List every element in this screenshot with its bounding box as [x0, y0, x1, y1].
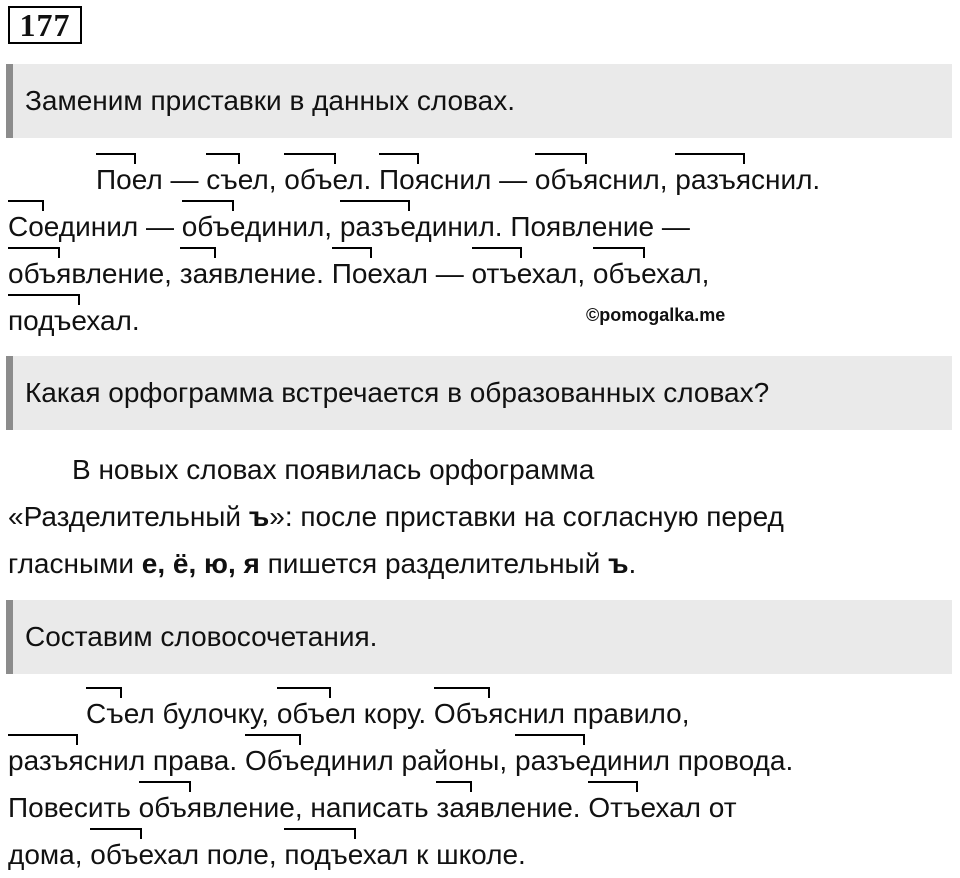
text: кору. — [355, 698, 434, 729]
text: к школе. — [408, 839, 526, 870]
hard-sign: ъ — [248, 501, 270, 532]
text: , — [659, 164, 676, 195]
text: — — [138, 211, 182, 242]
word-prefix-raz: разъединил — [340, 203, 495, 250]
text: . — [316, 258, 332, 289]
text: , — [577, 258, 593, 289]
word-prefix-ot: отъехал — [472, 250, 578, 297]
paragraph-spelling-rule — [8, 446, 954, 587]
text: дома, — [8, 839, 91, 870]
text: районы, — [393, 745, 515, 776]
text: от — [701, 792, 737, 823]
text: . — [628, 548, 637, 579]
text: , — [164, 258, 180, 289]
word-prefix-po: Поехал — [332, 250, 428, 297]
word-prefix-za: заявление — [180, 250, 316, 297]
paragraph-phrases — [8, 690, 954, 878]
word-prefix-raz: разъяснил — [8, 737, 145, 784]
text: , — [268, 164, 285, 195]
text: — — [427, 258, 472, 289]
word-prefix-pod: подъехал — [8, 297, 132, 344]
word-prefix-ob: объел — [277, 690, 356, 737]
word-prefix-za: заявление — [436, 784, 572, 831]
paragraph-line — [8, 784, 954, 831]
paragraph-line — [8, 493, 954, 540]
text: , — [701, 258, 710, 289]
text: гласными — [8, 548, 142, 579]
hard-sign: ъ — [608, 548, 629, 579]
text: — — [162, 164, 207, 195]
text: Повесить — [8, 792, 139, 823]
word-prefix-po: Пояснил — [379, 156, 491, 203]
word-prefix-ob: объединил — [182, 203, 325, 250]
word-prefix-ob: объяснил — [535, 156, 660, 203]
paragraph-line — [8, 297, 954, 344]
text: провода. — [669, 745, 794, 776]
section-heading-spelling-rule-question: Какая орфограмма встречается в образованных словах? — [6, 356, 952, 430]
paragraph-line — [8, 737, 954, 784]
word-prefix-raz: разъединил — [515, 737, 670, 784]
word-prefix-ob: объявление — [8, 250, 164, 297]
paragraph-line — [8, 690, 954, 737]
text: В новых словах появилась орфограмма — [72, 454, 595, 485]
word-prefix-ob: Объяснил — [434, 690, 565, 737]
paragraph-line — [8, 156, 954, 203]
text: пишется разделительный — [259, 548, 609, 579]
text: булочку, — [154, 698, 277, 729]
section-heading-phrases: Составим словосочетания. — [6, 600, 952, 674]
word-prefix-ob: Объединил — [245, 737, 394, 784]
paragraph-words-with-prefixes — [8, 156, 954, 344]
word-prefix-pod: подъехал — [284, 831, 408, 878]
word-prefix-s: Съел — [86, 690, 155, 737]
vowel-list: е, ё, ю, я — [141, 548, 260, 579]
word-prefix-ot: Отъехал — [588, 784, 701, 831]
word-prefix-so: Соединил — [8, 203, 138, 250]
word-prefix-ob: объехал — [593, 250, 702, 297]
word-prefix-raz: разъяснил — [675, 156, 812, 203]
text: права. — [145, 745, 245, 776]
text: правило, — [564, 698, 690, 729]
watermark: ©pomogalka.me — [586, 305, 726, 325]
task-number: 177 — [8, 6, 82, 44]
paragraph-line — [8, 446, 954, 493]
text: , написать — [294, 792, 437, 823]
paragraph-line — [8, 203, 954, 250]
text: »: после приставки на согласную перед — [269, 501, 784, 532]
text: . — [363, 164, 380, 195]
text: . Появление — — [494, 211, 690, 242]
paragraph-line — [8, 831, 954, 878]
section-heading-replace-prefixes: Заменим приставки в данных словах. — [6, 64, 952, 138]
word-prefix-s: съел — [206, 156, 268, 203]
text: . — [131, 305, 140, 336]
text: — — [491, 164, 535, 195]
text: поле, — [199, 839, 285, 870]
text: , — [324, 211, 340, 242]
word-prefix-ob: объел — [284, 156, 363, 203]
word-prefix-ob: объявление — [139, 784, 295, 831]
text: «Разделительный — [8, 501, 249, 532]
text: . — [812, 164, 821, 195]
paragraph-line — [8, 250, 954, 297]
paragraph-line — [8, 540, 954, 587]
word-prefix-ob: объехал — [90, 831, 199, 878]
word-prefix-po: Поел — [96, 156, 163, 203]
text: . — [572, 792, 589, 823]
